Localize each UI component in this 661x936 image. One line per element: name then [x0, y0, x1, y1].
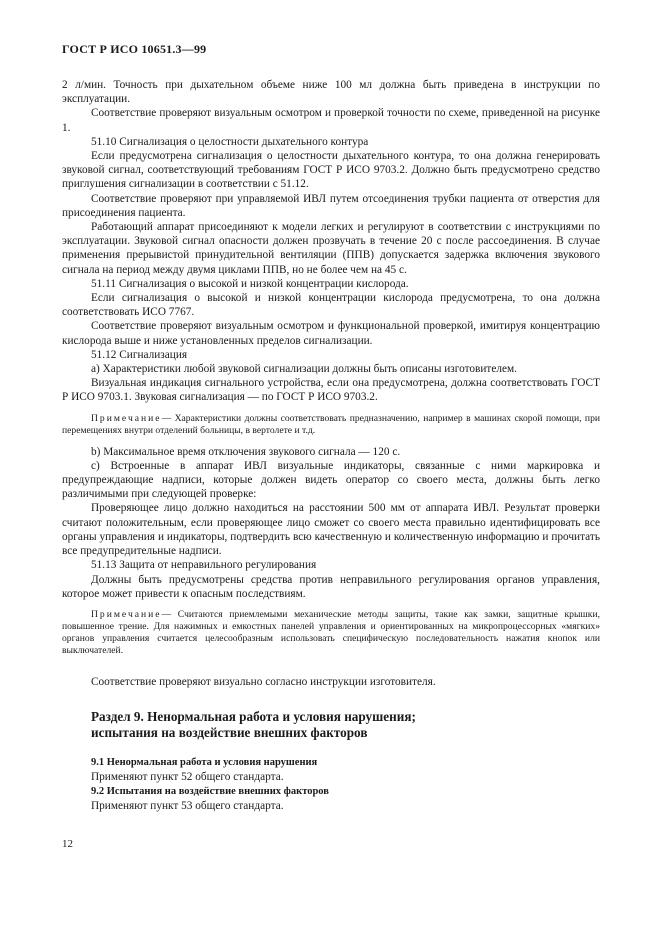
subsection-heading: 9.2 Испытания на воздействие внешних факторов [91, 785, 329, 797]
clause-heading-51-10: 51.10 Сигнализация о целостности дыхательного контура [91, 135, 369, 148]
page-number: 12 [62, 838, 73, 850]
paragraph: Соответствие проверяют визуальным осмотром и функциональной проверкой, имитируя концентрацию кислорода выше и ниже установленных пределов сигнализации. [62, 320, 600, 347]
paragraph: Работающий аппарат присоединяют к модели легких и регулируют в соответствии с инструкциями по эксплуатации. Звуковой сигнал опасности должен прозвучать в течение 20 с после рассоединения. В случае применения прерывистой принудительной вентиляции (ППВ) допускается задержка включения звукового сигнала на период между двумя циклами ППВ, но не более чем на 45 с. [62, 221, 600, 276]
clause-heading-51-11: 51.11 Сигнализация о высокой и низкой концентрации кислорода. [91, 277, 409, 290]
note [62, 609, 600, 657]
paragraph: Проверяющее лицо должно находиться на расстоянии 500 мм от аппарата ИВЛ. Результат проверки считают положительным, если проверяющее лицо сможет со своего места правильно идентифицировать все органы управления и индикаторы, подтвердить всю качественную и количественную информацию и прочитать все предупредительные надписи. [62, 502, 600, 558]
list-item-b: b) Максимальное время отключения звукового сигнала — 120 с. [91, 445, 401, 458]
paragraph: Применяют пункт 53 общего стандарта. [91, 799, 284, 812]
section-heading-line1: Раздел 9. Ненормальная работа и условия нарушения; [91, 709, 416, 725]
paragraph: Если сигнализация о высокой и низкой концентрации кислорода предусмотрена, то она должна соответствовать ИСО 7767. [62, 292, 600, 319]
section-heading [91, 709, 600, 741]
note-label: Примечание [91, 412, 162, 424]
paragraph: Применяют пункт 52 общего стандарта. [91, 771, 284, 784]
clause-heading-51-13: 51.13 Защита от неправильного регулирования [91, 559, 317, 572]
note-text: — Считаются приемлемыми механические методы защиты, такие как замки, защитные крышки, повышенное трение. Для нажимных и емкостных панелей управления и ориентированных на микропроцессорных «мягких» органов управления считается целесообразным использовать специфическую последовательность нажатия кнопок или выключателей. [62, 608, 600, 656]
subsection-heading: 9.1 Ненормальная работа и условия нарушения [91, 757, 318, 769]
list-item-a: а) Характеристики любой звуковой сигнализации должны быть описаны изготовителем. [91, 363, 518, 376]
paragraph: Соответствие проверяют визуально согласно инструкции изготовителя. [91, 675, 436, 688]
paragraph: Соответствие проверяют при управляемой ИВЛ путем отсоединения трубки пациента от отверстия для присоединения пациента. [62, 192, 600, 219]
document-header: ГОСТ Р ИСО 10651.3—99 [62, 42, 207, 56]
clause-heading-51-12: 51.12 Сигнализация [91, 348, 188, 361]
paragraph: Визуальная индикация сигнального устройства, если она предусмотрена, должна соответствовать ГОСТ Р ИСО 9703.1. Звуковая сигнализация — по ГОСТ Р ИСО 9703.2. [62, 377, 600, 404]
note-label: Примечание [91, 608, 162, 620]
document-body [62, 78, 600, 813]
paragraph: Соответствие проверяют визуальным осмотром и проверкой точности по схеме, приведенной на рисунке 1. [62, 107, 600, 134]
paragraph: Должны быть предусмотрены средства против неправильного регулирования органов управления, которое может привести к опасным последствиям. [62, 573, 600, 600]
note [62, 413, 600, 437]
section-heading-line2: испытания на воздействие внешних факторов [91, 725, 368, 741]
note-text: — Характеристики должны соответствовать предназначению, например в машинах скорой помощи, при перемещениях внутри отделений больницы, в вертолете и т.д. [62, 412, 600, 436]
paragraph: Если предусмотрена сигнализация о целостности дыхательного контура, то она должна генерировать звуковой сигнал, соответствующий требованиям ГОСТ Р ИСО 9703.2. Должно быть предусмотрено средство приглушения сигнализации в соответствии с 51.12. [62, 150, 600, 191]
paragraph: 2 л/мин. Точность при дыхательном объеме ниже 100 мл должна быть приведена в инструкции по эксплуатации. [62, 79, 600, 106]
list-item-c: с) Встроенные в аппарат ИВЛ визуальные индикаторы, связанные с ними маркировка и предупреждающие надписи, которые должен видеть оператор со своего места, должны быть легко различимыми при следующей проверке: [62, 459, 600, 501]
